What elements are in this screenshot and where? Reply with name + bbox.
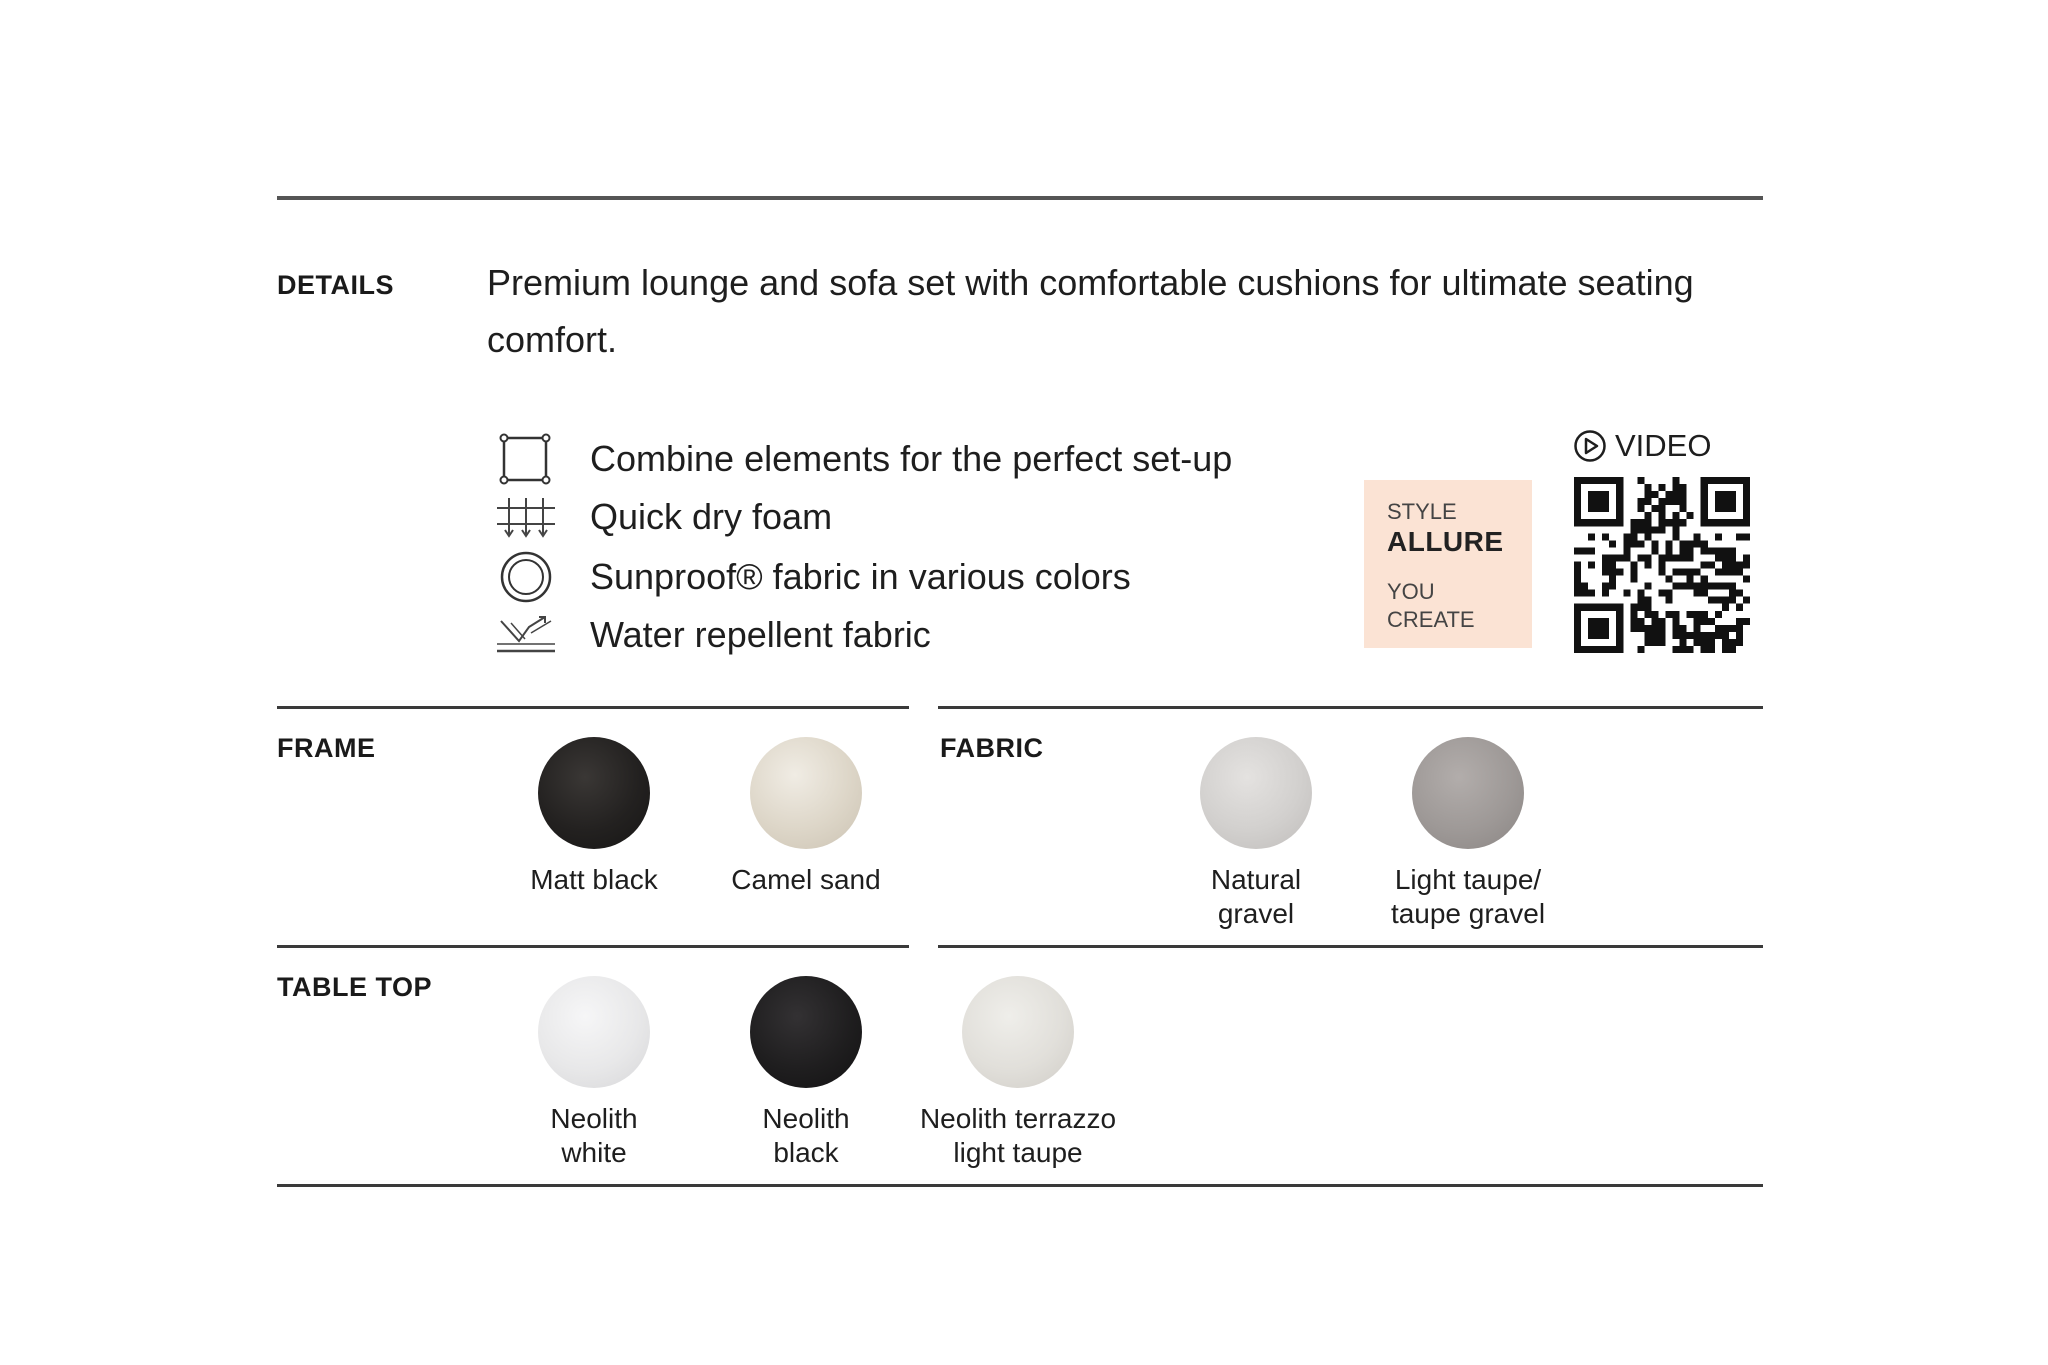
create-label: CREATE bbox=[1387, 607, 1475, 632]
bottom-divider bbox=[277, 1184, 1763, 1187]
frame-swatch[interactable] bbox=[700, 737, 912, 897]
feature-item bbox=[495, 551, 1131, 603]
swatch-circle bbox=[1412, 737, 1524, 849]
frame-swatch[interactable] bbox=[488, 737, 700, 897]
divider bbox=[938, 706, 1763, 709]
divider bbox=[938, 945, 1763, 948]
swatch-name: Light taupe/ taupe gravel bbox=[1390, 864, 1546, 929]
feature-item bbox=[495, 609, 931, 661]
style-name: ALLURE bbox=[1387, 526, 1504, 557]
divider bbox=[277, 945, 909, 948]
swatch-name: Matt black bbox=[530, 864, 658, 895]
fabric-swatch[interactable] bbox=[1150, 737, 1362, 931]
qr-code[interactable] bbox=[1574, 477, 1750, 653]
modular-square-icon bbox=[495, 433, 557, 485]
product-description: Premium lounge and sofa set with comfortable cushions for ultimate seating comfort. bbox=[487, 262, 1694, 360]
sunproof-circle-icon bbox=[495, 551, 557, 603]
video-label: VIDEO bbox=[1615, 428, 1712, 463]
divider bbox=[277, 706, 909, 709]
feature-item bbox=[495, 491, 832, 543]
details-label: DETAILS bbox=[277, 270, 394, 300]
top-divider bbox=[277, 196, 1763, 200]
swatch-name: Camel sand bbox=[731, 864, 881, 895]
swatch-circle bbox=[750, 737, 862, 849]
you-label: YOU bbox=[1387, 579, 1435, 604]
table-top-swatch[interactable] bbox=[700, 976, 912, 1170]
style-label: STYLE bbox=[1387, 499, 1457, 524]
swatch-circle bbox=[538, 737, 650, 849]
swatch-name: Natural gravel bbox=[1210, 864, 1302, 929]
fabric-label: FABRIC bbox=[940, 733, 1044, 763]
feature-item bbox=[495, 433, 1232, 485]
play-circle-icon bbox=[1573, 429, 1607, 463]
feature-text: Combine elements for the perfect set-up bbox=[590, 438, 1233, 479]
feature-text: Water repellent fabric bbox=[590, 614, 931, 655]
frame-label: FRAME bbox=[277, 733, 376, 763]
swatch-name: Neolith white bbox=[550, 1103, 638, 1168]
table-top-swatch[interactable] bbox=[912, 976, 1124, 1170]
swatch-circle bbox=[750, 976, 862, 1088]
water-repellent-icon bbox=[495, 609, 557, 661]
swatch-circle bbox=[1200, 737, 1312, 849]
style-badge bbox=[1364, 480, 1532, 648]
table-top-swatch[interactable] bbox=[488, 976, 700, 1170]
feature-text: Sunproof® fabric in various colors bbox=[590, 556, 1131, 597]
swatch-name: Neolith terrazzo light taupe bbox=[919, 1103, 1117, 1168]
fabric-swatch[interactable] bbox=[1362, 737, 1574, 931]
quick-dry-foam-icon bbox=[495, 491, 557, 543]
feature-text: Quick dry foam bbox=[590, 496, 833, 537]
swatch-name: Neolith black bbox=[762, 1103, 850, 1168]
table-top-label: TABLE TOP bbox=[277, 972, 433, 1002]
video-link[interactable] bbox=[1573, 426, 1711, 466]
swatch-circle bbox=[962, 976, 1074, 1088]
swatch-circle bbox=[538, 976, 650, 1088]
